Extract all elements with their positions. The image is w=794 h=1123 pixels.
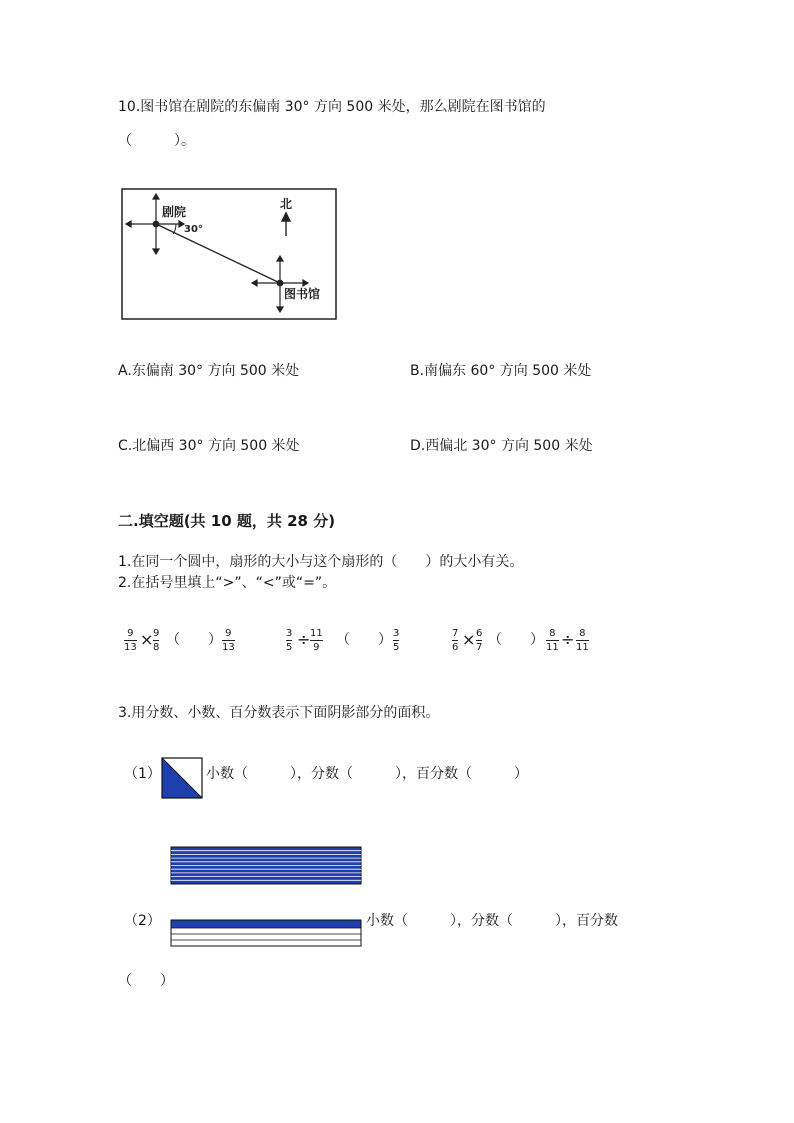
q1-stem: 1.在同一个圆中，扇形的大小与这个扇形的（ ）的大小有关。 (118, 554, 524, 570)
theater-label: 剧院 (162, 205, 187, 219)
q3-part2-answers-cont[interactable]: （ ） (118, 973, 174, 989)
operator: × (462, 630, 476, 649)
q10-stem-line1: 10.图书馆在剧院的东偏南 30° 方向 500 米处，那么剧院在图书馆的 (118, 99, 546, 115)
q3-stem: 3.用分数、小数、百分数表示下面阴影部分的面积。 (118, 705, 440, 721)
answer-blank[interactable]: （ ） (488, 632, 544, 648)
q2-stem: 2.在括号里填上“>”、“<”或“=”。 (118, 575, 337, 591)
q10-option-c[interactable]: C.北偏西 30° 方向 500 米处 (118, 438, 300, 454)
theater-cross (126, 194, 184, 254)
q3-part2-bar-full (170, 846, 363, 885)
operator: ÷ (561, 630, 575, 649)
q10-direction-figure (118, 186, 340, 324)
section-title: 二.填空题(共 10 题，共 28 分) (118, 512, 336, 530)
fraction: 11 9 (310, 628, 323, 653)
fraction: 9 13 (124, 628, 137, 653)
q3-part2-answers[interactable]: 小数（ ），分数（ ），百分数 (366, 913, 618, 929)
fraction: 6 7 (476, 628, 483, 653)
answer-blank[interactable]: （ ） (336, 632, 392, 648)
fraction: 9 8 (153, 628, 160, 653)
fraction: 8 11 (576, 628, 589, 653)
connecting-line (156, 224, 280, 283)
q10-option-d[interactable]: D.西偏北 30° 方向 500 米处 (410, 438, 593, 454)
fraction: 3 5 (393, 628, 400, 653)
q3-part1-shaded-square (161, 757, 203, 799)
library-label: 图书馆 (284, 287, 321, 301)
q3-part2-label: （2） (124, 913, 161, 929)
fraction: 9 13 (222, 628, 235, 653)
q3-part2-bar-partial (170, 919, 363, 948)
q3-part1-answers[interactable]: 小数（ ），分数（ ），百分数（ ） (206, 766, 528, 782)
north-arrow-icon (282, 213, 290, 236)
fraction: 7 6 (452, 628, 459, 653)
angle-label: 30° (184, 224, 203, 235)
q10-stem-line2: （ ）。 (118, 133, 195, 149)
operator: × (140, 630, 154, 649)
q10-option-b[interactable]: B.南偏东 60° 方向 500 米处 (410, 363, 592, 379)
operator: ÷ (297, 630, 311, 649)
q3-part1-label: （1） (124, 766, 161, 782)
library-cross (252, 256, 308, 312)
fraction: 8 11 (546, 628, 559, 653)
q10-option-a[interactable]: A.东偏南 30° 方向 500 米处 (118, 363, 300, 379)
answer-blank[interactable]: （ ） (166, 632, 222, 648)
north-label: 北 (280, 197, 293, 211)
fraction: 3 5 (286, 628, 293, 653)
